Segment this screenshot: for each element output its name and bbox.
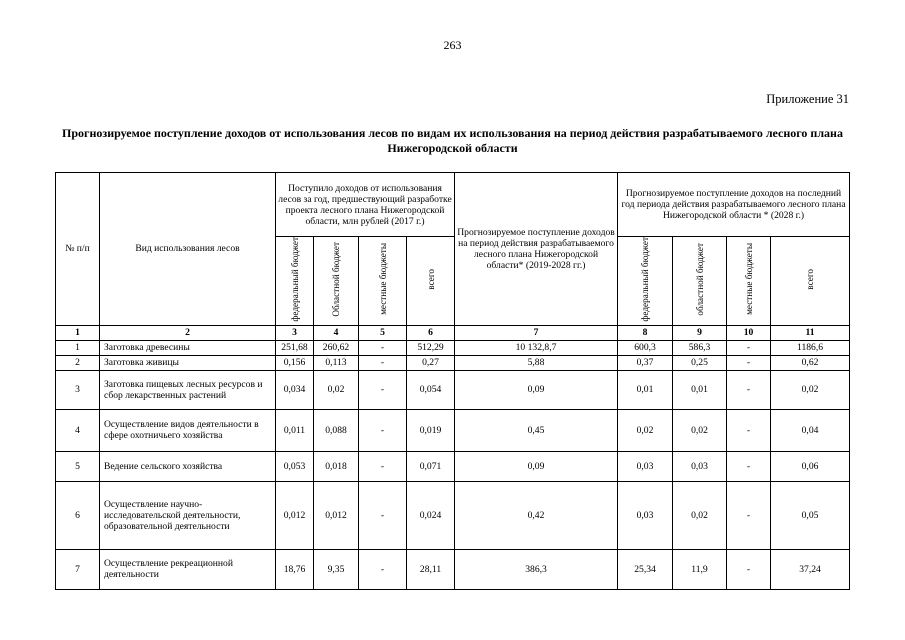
table-row	[56, 451, 850, 481]
row-number: 2	[56, 355, 100, 370]
table-cell: 0,03	[673, 451, 727, 481]
table-cell: 0,42	[455, 481, 618, 549]
table-cell: 0,05	[771, 481, 850, 549]
table-cell: -	[727, 409, 771, 451]
usage-kind: Заготовка древесины	[100, 340, 276, 355]
table-cell: 9,35	[314, 549, 359, 589]
column-number: 3	[276, 325, 314, 340]
row-number: 7	[56, 549, 100, 589]
table-cell: -	[727, 549, 771, 589]
table-cell: 0,09	[455, 451, 618, 481]
header-actual-total: всего	[425, 268, 436, 290]
table-cell: 260,62	[314, 340, 359, 355]
table-cell: -	[727, 355, 771, 370]
row-number: 4	[56, 409, 100, 451]
table-cell: 0,011	[276, 409, 314, 451]
table-cell: 0,02	[618, 409, 673, 451]
table-cell: 0,02	[314, 370, 359, 409]
table-cell: 512,29	[407, 340, 455, 355]
table-cell: 0,053	[276, 451, 314, 481]
document-title: Прогнозируемое поступление доходов от использования лесов по видам их использования на период действия разрабатываемого лесного плана Нижегородской области	[62, 126, 843, 155]
usage-kind: Осуществление научно-исследовательской деятельности, образовательной деятельности	[100, 481, 276, 549]
table-cell: 0,01	[618, 370, 673, 409]
header-period: Прогнозируемое поступление доходов на период действия разрабатываемого лесного плана Нижегородской области* (2019-2028 гг.)	[455, 173, 618, 326]
column-number: 5	[359, 325, 407, 340]
table-cell: 0,156	[276, 355, 314, 370]
table-cell: 0,62	[771, 355, 850, 370]
table-cell: -	[359, 355, 407, 370]
table-cell: -	[727, 481, 771, 549]
table-cell: 0,012	[314, 481, 359, 549]
table-cell: 0,09	[455, 370, 618, 409]
column-number: 7	[455, 325, 618, 340]
header-forecast-group: Прогнозируемое поступление доходов на последний год периода действия разрабатываемого лесного плана Нижегородской области * (2028 г.)	[618, 173, 850, 237]
table-cell: 0,088	[314, 409, 359, 451]
table-cell: 0,45	[455, 409, 618, 451]
table-cell: 18,76	[276, 549, 314, 589]
table-cell: 0,054	[407, 370, 455, 409]
header-actual-federal: федеральный бюджет	[289, 237, 300, 322]
column-number: 8	[618, 325, 673, 340]
table-cell: 37,24	[771, 549, 850, 589]
table-cell: 11,9	[673, 549, 727, 589]
table-cell: 0,06	[771, 451, 850, 481]
column-number: 6	[407, 325, 455, 340]
column-number: 1	[56, 325, 100, 340]
table-cell: -	[359, 409, 407, 451]
table-cell: 0,02	[771, 370, 850, 409]
table-cell: 0,018	[314, 451, 359, 481]
usage-kind: Заготовка пищевых лесных ресурсов и сбор лекарственных растений	[100, 370, 276, 409]
column-number: 2	[100, 325, 276, 340]
table-cell: 0,27	[407, 355, 455, 370]
table-cell: 0,03	[618, 451, 673, 481]
column-number: 9	[673, 325, 727, 340]
revenue-table	[55, 172, 850, 590]
table-cell: -	[727, 340, 771, 355]
table-cell: 0,071	[407, 451, 455, 481]
table-cell: 1186,6	[771, 340, 850, 355]
table-cell: -	[359, 340, 407, 355]
table-cell: 5,88	[455, 355, 618, 370]
table-cell: 25,34	[618, 549, 673, 589]
table-cell: -	[359, 549, 407, 589]
header-forecast-total: всего	[805, 268, 816, 290]
table-cell: 586,3	[673, 340, 727, 355]
header-actual-group: Поступило доходов от использования лесов за год, предшествующий разработке проекта лесного плана Нижегородской области, млн рублей (2017 г.)	[276, 173, 455, 237]
table-cell: 10 132,8,7	[455, 340, 618, 355]
table-cell: 0,02	[673, 409, 727, 451]
table-cell: 0,02	[673, 481, 727, 549]
table-cell: 28,11	[407, 549, 455, 589]
table-cell: 0,04	[771, 409, 850, 451]
header-forecast-federal: федеральный бюджет	[640, 237, 651, 322]
header-num: № п/п	[56, 173, 100, 326]
table-cell: 0,019	[407, 409, 455, 451]
table-row	[56, 355, 850, 370]
table-row	[56, 340, 850, 355]
appendix-label: Приложение 31	[766, 92, 849, 106]
header-actual-regional: Областной бюджет	[331, 241, 341, 317]
table-cell: 0,37	[618, 355, 673, 370]
usage-kind: Ведение сельского хозяйства	[100, 451, 276, 481]
header-forecast-regional: областной бюджет	[694, 242, 705, 316]
column-number: 4	[314, 325, 359, 340]
table-row	[56, 370, 850, 409]
table-row	[56, 481, 850, 549]
usage-kind: Осуществление видов деятельности в сфере охотничьего хозяйства	[100, 409, 276, 451]
table-cell: -	[359, 370, 407, 409]
table-cell: 0,03	[618, 481, 673, 549]
column-number: 10	[727, 325, 771, 340]
header-kind: Вид использования лесов	[100, 173, 276, 326]
page-number: 263	[443, 38, 462, 52]
table-cell: 600,3	[618, 340, 673, 355]
table-cell: -	[727, 370, 771, 409]
row-number: 3	[56, 370, 100, 409]
table-cell: -	[727, 451, 771, 481]
header-forecast-local: местные бюджеты	[743, 243, 754, 316]
table-cell: 0,01	[673, 370, 727, 409]
row-number: 6	[56, 481, 100, 549]
table-cell: 251,68	[276, 340, 314, 355]
table-cell: 386,3	[455, 549, 618, 589]
table-cell: 0,25	[673, 355, 727, 370]
column-number: 11	[771, 325, 850, 340]
row-number: 1	[56, 340, 100, 355]
table-cell: 0,024	[407, 481, 455, 549]
table-cell: -	[359, 481, 407, 549]
table-cell: 0,113	[314, 355, 359, 370]
table-row	[56, 409, 850, 451]
table-row	[56, 549, 850, 589]
table-cell: -	[359, 451, 407, 481]
table-cell: 0,034	[276, 370, 314, 409]
usage-kind: Заготовка живицы	[100, 355, 276, 370]
usage-kind: Осуществление рекреационной деятельности	[100, 549, 276, 589]
row-number: 5	[56, 451, 100, 481]
header-actual-local: местные бюджеты	[377, 243, 388, 316]
table-cell: 0,012	[276, 481, 314, 549]
